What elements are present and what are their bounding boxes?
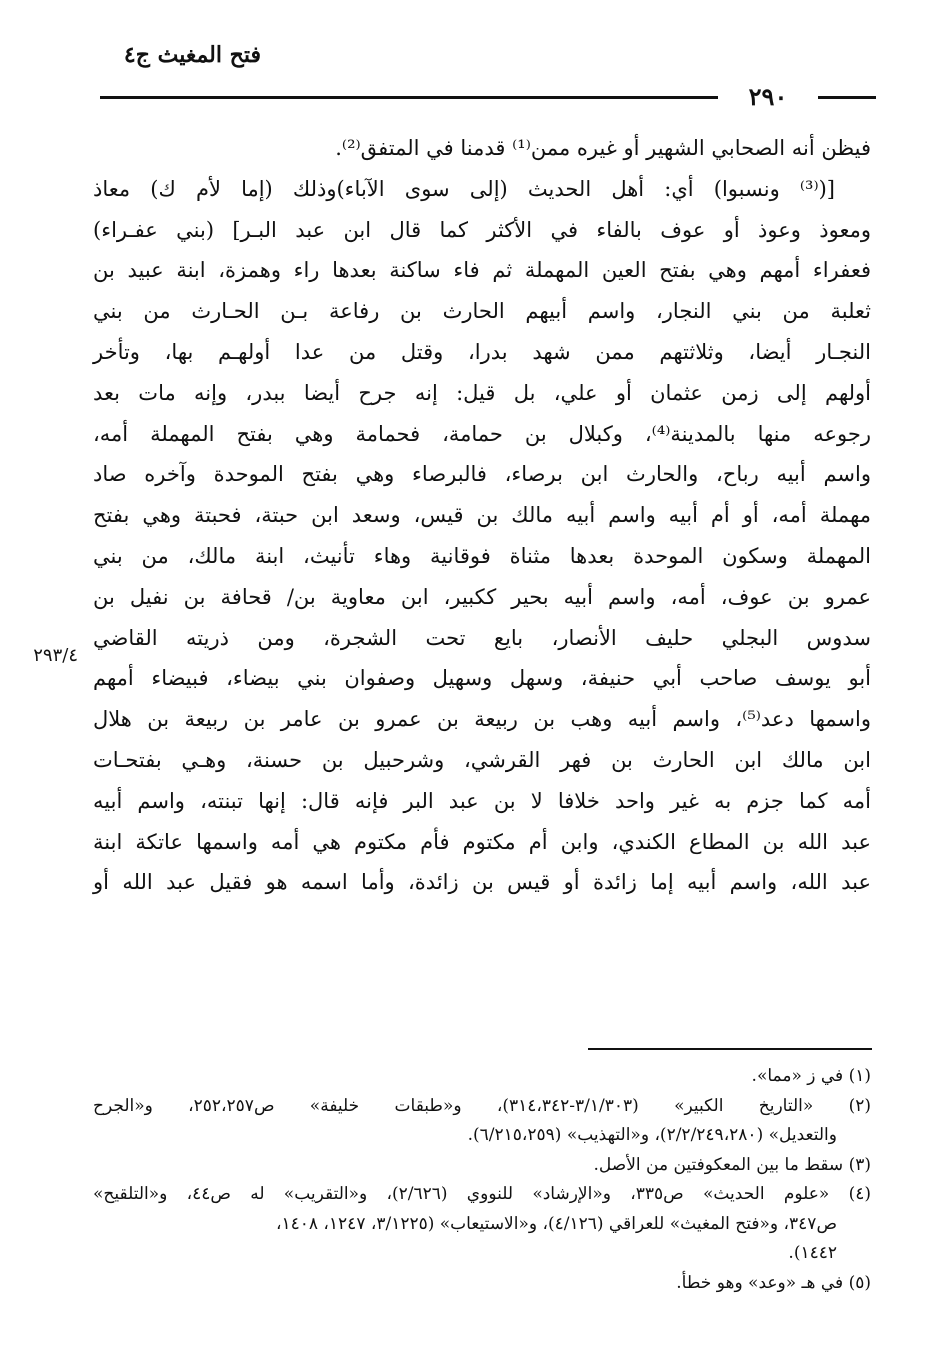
text-line: النجـار أيضا، وثلاثتهم ممن شهد بدرا، وقتل من عدا أولهـم بها، وتأخر xyxy=(93,339,871,364)
text-line: ومعوذ وعوذ أو عوف بالفاء في الأكثر كما قال ابن عبد البـر] (بني عفـراء) xyxy=(93,217,871,242)
text-line: أمه كما جزم به غير واحد خلافا لا بن عبد البر فإنه قال: إنها تبنته، واسم أبيه xyxy=(93,788,871,813)
text-line: فعفراء أمهم وهي بفتح العين المهملة ثم فاء ساكنة بعدها راء وهمزة، ابنة عبيد بن xyxy=(93,258,871,283)
text-line: واسمها دعد⁽⁵⁾، واسم أبيه وهب بن ربيعة بن عمرو بن عامر بن ربيعة بن هلال xyxy=(93,707,871,732)
footnotes xyxy=(93,1062,871,1298)
main-text xyxy=(93,128,871,903)
footnote-line: (٢) «التاريخ الكبير» (٣/١/٣٠٣-٣١٤،٣٤٢)، و«طبقات خليفة» ص٢٥٢،٢٥٧، و«الجرح xyxy=(93,1095,871,1116)
text-line: عمرو بن عوف، أمه، واسم أبيه بحير ككبير، ابن معاوية بن/ قحافة بن نفيل بن xyxy=(93,584,871,609)
header-rule-left xyxy=(818,96,876,99)
text-line: عبد الله، واسم أبيه إما زائدة أو قيس بن زائدة، وأما اسمه هو فقيل عبد الله أو xyxy=(93,870,871,895)
page-number: ٢٩٠ xyxy=(748,82,788,111)
text-line: عبد الله بن المطاع الكندي، وابن أم مكتوم فأم مكتوم هي أمه واسمها عاتكة ابنة xyxy=(93,829,871,854)
footnote-separator xyxy=(588,1048,872,1050)
text-line: رجوعه منها بالمدينة⁽⁴⁾، وكبلال بن حمامة، فحمامة وهي بفتح المهملة أمه، xyxy=(93,421,871,446)
margin-reference: ٢٩٣/٤ xyxy=(33,645,78,666)
footnote-line: ١٤٤٢). xyxy=(788,1243,837,1263)
text-line: [(⁽³⁾ ونسبوا) أي: أهل الحديث (إلى سوى الآباء)وذلك (إما لأم ك) معاذ xyxy=(93,176,835,201)
footnote-line: والتعديل» (٢/٢/٢٤٩،٢٨٠)، و«التهذيب» (٦/٢١٥،٢٥٩). xyxy=(467,1125,837,1145)
text-line: فيظن أنه الصحابي الشهير أو غيره ممن⁽¹⁾ قدمنا في المتفق⁽²⁾. xyxy=(335,136,871,160)
footnote-line: ص٣٤٧، و«فتح المغيث» للعراقي (٤/١٢٦)، و«الاستيعاب» (٣/١٢٢٥، ١٢٤٧، ١٤٠٨، xyxy=(276,1213,837,1234)
text-line: أبو يوسف صاحب أبي حنيفة، وسهل وسهيل وصفوان بني بيضاء، فبيضاء أمهم xyxy=(93,666,871,691)
text-line: واسم أبيه رباح، والحارث ابن برصاء، فالبرصاء وهي بفتح الموحدة وآخره صاد xyxy=(93,462,871,487)
footnote-line: (٥) في هـ «وعد» وهو خطأ. xyxy=(676,1272,871,1293)
footnote-line: (١) في ز «مما». xyxy=(751,1066,871,1086)
text-line: ابن مالك ابن الحارث بن فهر القرشي، وشرحبيل بن حسنة، وهـي بفتحـات xyxy=(93,747,871,772)
footnote-line: (٤) «علوم الحديث» ص٣٣٥، و«الإرشاد» للنووي (٢/٦٢٦)، و«التقريب» له ص٤٤، و«التلقيح» xyxy=(93,1184,872,1204)
text-line: أولهم إلى زمن عثمان أو علي، بل قيل: إنه جرح أيضا ببدر، وإنه مات بعد xyxy=(93,380,871,405)
text-line: مهملة أمه، أو أم أبيه واسم أبيه مالك بن قيس، وسعد ابن حبتة، فحبتة وهي بفتح xyxy=(93,503,871,528)
running-title: فتح المغيث ج٤ xyxy=(123,42,261,68)
text-line: المهملة وسكون الموحدة بعدها مثناة فوقانية وهاء تأنيث، ابنة مالك، من بني xyxy=(93,543,871,568)
text-line: ثعلبة من بني النجار، واسم أبيهم الحارث بن رفاعة بـن الحـارث من بني xyxy=(93,299,871,324)
text-line: سدوس البجلي حليف الأنصار، بايع تحت الشجرة، ومن ذريته القاضي xyxy=(93,625,871,650)
header-rule-right xyxy=(100,96,718,99)
footnote-line: (٣) سقط ما بين المعكوفتين من الأصل. xyxy=(593,1154,871,1175)
